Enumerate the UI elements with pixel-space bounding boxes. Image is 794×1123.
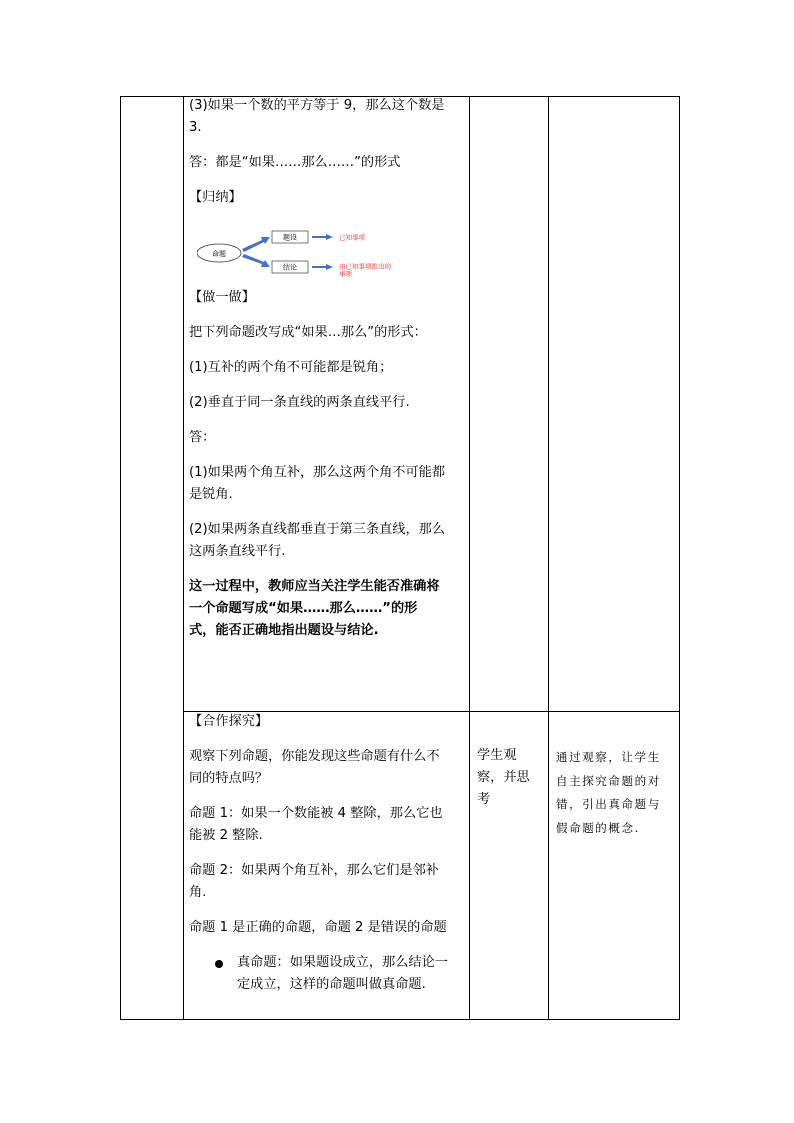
student-line: 察，并思 <box>477 770 530 785</box>
branch-arrow-up <box>242 237 270 252</box>
answer-1-cont: 是锐角. <box>189 487 233 502</box>
bullet-text <box>237 952 463 996</box>
teacher-note-cont: 式，能否正确地指出题设与结论. <box>189 623 379 638</box>
top-result-text: 已知事项 <box>339 233 365 242</box>
branch-arrow-down <box>242 254 270 267</box>
center-label: 命题 <box>212 250 226 258</box>
proposition-diagram <box>197 225 407 277</box>
answer-2-cont: 这两条直线平行. <box>189 544 286 559</box>
answer-label: 答： <box>189 430 216 445</box>
bullet-line: 真命题：如果题设成立，那么结论一 <box>237 955 448 970</box>
bottom-box-label: 结论 <box>283 263 297 272</box>
answer-text: 答：都是“如果……那么……”的形式 <box>189 155 401 170</box>
table-divider-2 <box>469 96 470 1019</box>
heading-summary: 【归纳】 <box>189 190 242 205</box>
intent-line: 自主探究命题的对 <box>556 773 661 788</box>
proposition-2-cont: 角. <box>189 885 207 900</box>
result-arrow-top <box>312 234 333 240</box>
proposition-2: 命题 2：如果两个角互补，那么它们是邻补 <box>189 863 439 878</box>
answer-1: (1)如果两个角互补，那么这两个角不可能都 <box>189 465 446 480</box>
bullet-true-proposition <box>189 952 463 996</box>
item-2: (2)垂直于同一条直线的两条直线平行. <box>189 395 410 410</box>
instruction-text: 把下列命题改写成“如果…那么”的形式： <box>189 325 427 340</box>
bullet-line: 定成立，这样的命题叫做真命题. <box>237 977 426 992</box>
row1-content <box>189 95 463 642</box>
intent-line: 假命题的概念. <box>556 820 640 835</box>
proposition-1-cont: 能被 2 整除. <box>189 828 263 843</box>
teacher-note: 这一过程中，教师应当关注学生能否准确将 <box>189 579 440 594</box>
item-1: (1)互补的两个角不可能都是锐角； <box>189 360 393 375</box>
heading-try: 【做一做】 <box>189 290 255 305</box>
text-line: (3)如果一个数的平方等于 9，那么这个数是 <box>189 98 445 113</box>
table-border-bottom <box>120 1019 680 1020</box>
student-line: 考 <box>477 792 491 807</box>
table-divider-3 <box>548 96 549 1019</box>
result-arrow-bottom <box>312 264 333 270</box>
student-activity <box>477 745 543 811</box>
answer-2: (2)如果两条直线都垂直于第三条直线，那么 <box>189 522 446 537</box>
table-border-left <box>120 96 121 1019</box>
text-line: 3. <box>189 120 202 135</box>
bottom-result-text-cont: 事项 <box>339 270 352 277</box>
table-divider-1 <box>183 96 184 1019</box>
heading-explore: 【合作探究】 <box>189 714 269 729</box>
conclusion-text: 命题 1 是正确的命题，命题 2 是错误的命题 <box>189 920 447 935</box>
question-text: 观察下列命题，你能发现这些命题有什么不 <box>189 749 440 764</box>
teacher-note-cont: 一个命题写成“如果……那么……”的形 <box>189 601 418 616</box>
intent-line: 通过观察，让学生 <box>556 750 661 764</box>
bottom-result-text: 由已知事项推出的 <box>339 262 391 271</box>
question-text-cont: 同的特点吗？ <box>189 771 269 786</box>
student-line: 学生观 <box>477 748 517 763</box>
table-border-right <box>679 96 680 1019</box>
intent-line: 错，引出真命题与 <box>556 797 661 811</box>
design-intent <box>556 746 678 840</box>
bullet-dot-icon <box>215 960 223 968</box>
row2-content <box>189 711 463 996</box>
proposition-1: 命题 1：如果一个数能被 4 整除，那么它也 <box>189 806 443 821</box>
top-box-label: 题设 <box>283 233 297 242</box>
